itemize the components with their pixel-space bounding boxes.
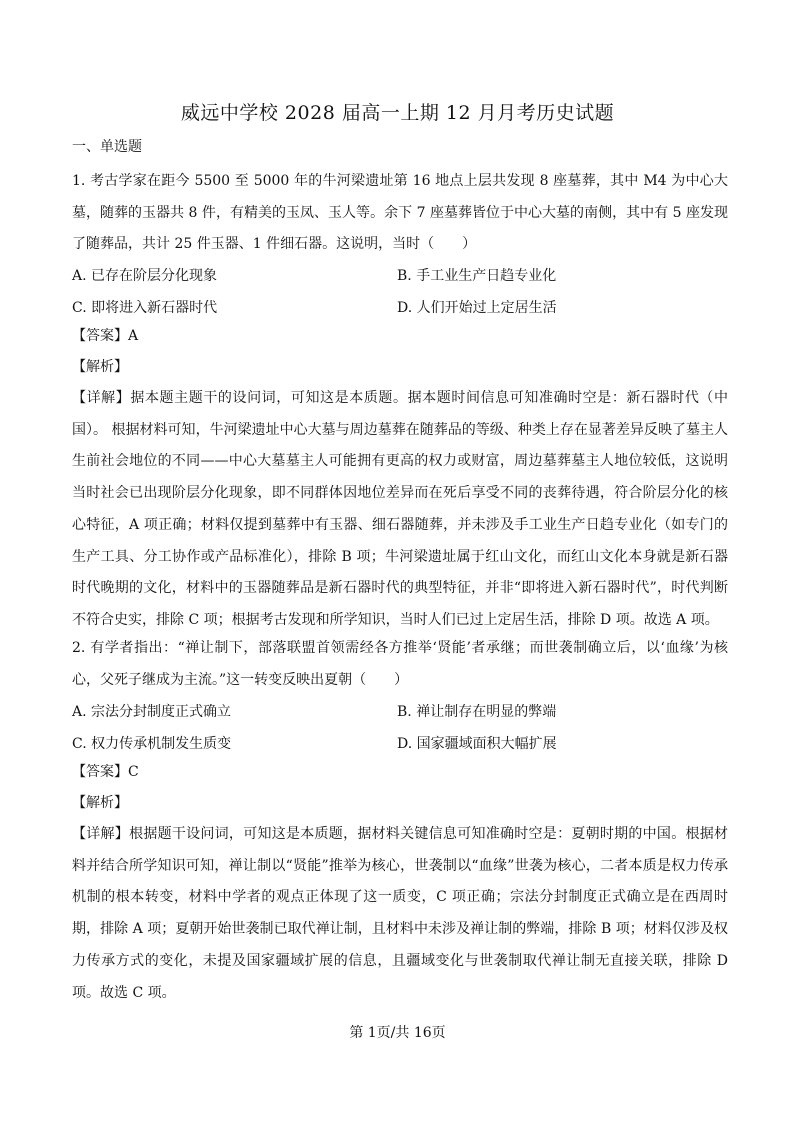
question-1-detail: 【详解】据本题主题干的设问词，可知这是本质题。据本题时间信息可知准确时空是：新石器时代（中国）。 根据材料可知，牛河梁遗址中心大墓与周边墓葬在随葬品的等级、种类上存在显著差异反映了墓主人生前社会地位的不同——中心大墓墓主人可能拥有更高的权力或财富，周边墓葬墓主人地位较低，这说明当时社会已出现阶层分化现象，即不同群体因地位差异而在死后享受不同的丧葬待遇，符合阶层分化的核心特征，A 项正确；材料仅提到墓葬中有玉器、细石器随葬，并未涉及手工业生产日趋专业化（如专门的生产工具、分工协作或产品标准化），排除 B 项；牛河梁遗址属于红山文化，而红山文化本身就是新石器时代晚期的文化，材料中的玉器随葬品是新石器时代的典型特征，并非“即将进入新石器时代”，时代判断不符合史实，排除 C 项；根据考古发现和所学知识，当时人们已过上定居生活，排除 D 项。故选 A 项。 (72, 390, 728, 628)
question-1-option-a: A. 已存在阶层分化现象 (72, 268, 218, 284)
question-2-analysis-label: 【解析】 (72, 795, 128, 811)
question-2-answer: 【答案】C (72, 764, 139, 780)
question-2-detail: 【详解】根据题干设问词，可知这是本质题，据材料关键信息可知准确时空是：夏朝时期的中国。根据材料并结合所学知识可知，禅让制以“贤能”推举为核心，世袭制以“血缘”世袭为核心，二者本质是权力传承机制的根本转变，材料中学者的观点正体现了这一质变，C 项正确；宗法分封制度正式确立是在西周时期，排除 A 项；夏朝开始世袭制已取代禅让制，且材料中未涉及禅让制的弊端，排除 B 项；材料仅涉及权力传承方式的变化，未提及国家疆域扩展的信息，且疆域变化与世袭制取代禅让制无直接关联，排除 D 项。故选 C 项。 (72, 826, 728, 1001)
question-1-analysis-label: 【解析】 (72, 359, 128, 375)
question-1-answer: 【答案】A (72, 328, 139, 344)
question-1-stem: 1. 考古学家在距今 5500 至 5000 年的牛河梁遗址第 16 地点上层共发现 8 座墓葬，其中 M4 为中心大墓，随葬的玉器共 8 件，有精美的玉凤、玉人等。余下 7 座墓葬皆位于中心大墓的南侧，其中有 5 座发现了随葬品，共计 25 件玉器、1 件细石器。这说明，当时（ ） (72, 173, 728, 253)
question-1-options (72, 261, 728, 324)
question-1-option-b: B. 手工业生产日趋专业化 (397, 268, 557, 284)
page-title: 威远中学校 2028 届高一上期 12 月月考历史试题 (180, 102, 615, 124)
question-2-option-d: D. 国家疆域面积大幅扩展 (397, 735, 557, 752)
question-1-option-c: C. 即将进入新石器时代 (72, 299, 218, 316)
section-heading: 一、单选题 (72, 139, 142, 155)
question-2-stem: 2. 有学者指出：“禅让制下，部落联盟首领需经各方推举‘贤能’者承继；而世袭制确立后，以‘血缘’为核心，父死子继成为主流。”这一转变反映出夏朝（ ） (72, 640, 728, 688)
question-2-options (72, 697, 728, 760)
question-1-option-d: D. 人们开始过上定居生活 (397, 299, 557, 316)
page-footer: 第 1页/共 16页 (349, 1025, 446, 1041)
question-2-option-a: A. 宗法分封制度正式确立 (72, 704, 232, 720)
question-2-option-b: B. 禅让制存在明显的弊端 (397, 704, 557, 720)
question-2-option-c: C. 权力传承机制发生质变 (72, 735, 232, 752)
